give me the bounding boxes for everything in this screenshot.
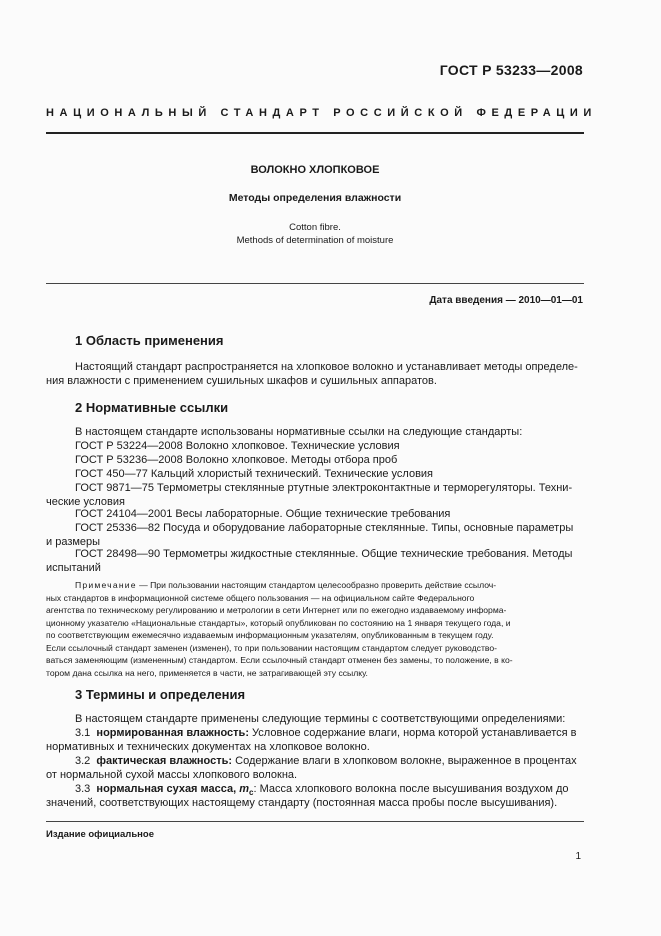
- document-subtitle: Методы определения влажности: [228, 192, 402, 204]
- term-3-3-line2: значений, соответствующих настоящему стандарту (постоянная масса пробы после высушивания).: [46, 797, 558, 809]
- term-symbol-subscript: c: [249, 788, 254, 798]
- note-label: Примечание: [75, 580, 137, 590]
- section1-text-line1: Настоящий стандарт распространяется на хлопковое волокно и устанавливает методы определе-: [75, 361, 578, 373]
- note-line: ционному указателю «Национальные стандарты», который опубликован по состоянию на 1 января текущего года, и: [46, 618, 511, 628]
- page-number: 1: [575, 851, 581, 862]
- reference-item: ГОСТ 450—77 Кальций хлористый технический. Технические условия: [75, 468, 434, 480]
- note-line: тором дана ссылка на него, применяется в части, не затрагивающей эту ссылку.: [46, 668, 368, 678]
- reference-item-continued: испытаний: [46, 562, 101, 574]
- term-symbol: m: [239, 783, 250, 795]
- note-line: [75, 579, 496, 592]
- term-3-1-line2: нормативных и технических документах на хлопковое волокно.: [46, 741, 370, 753]
- term-name: нормированная влажность:: [96, 727, 249, 739]
- note-line: по соответствующим ежемесячно издаваемым информационным указателям, опубликованным в текущем году.: [46, 630, 494, 640]
- section1-text-line2: ния влажности с применением сушильных шкафов и сушильных аппаратов.: [46, 375, 437, 387]
- national-standard-title: НАЦИОНАЛЬНЫЙ СТАНДАРТ РОССИЙСКОЙ ФЕДЕРАЦИИ: [46, 107, 597, 119]
- document-title: ВОЛОКНО ХЛОПКОВОЕ: [250, 164, 380, 176]
- section1-heading: 1 Область применения: [75, 333, 224, 348]
- term-definition: Содержание влаги в хлопковом волокне, выраженное в процентах: [232, 755, 577, 767]
- date-divider: [46, 283, 584, 284]
- reference-item: ГОСТ Р 53224—2008 Волокно хлопковое. Технические условия: [75, 440, 400, 452]
- term-number: 3.2: [75, 755, 91, 767]
- reference-item-continued: ческие условия: [46, 496, 125, 508]
- section2-heading: 2 Нормативные ссылки: [75, 400, 229, 415]
- footer-divider: [46, 821, 584, 822]
- term-3-2-line2: от нормальной сухой массы хлопкового волокна.: [46, 769, 298, 781]
- term-definition: : Масса хлопкового волокна после высушивания воздухом до: [253, 783, 569, 795]
- term-3-1-line1: [75, 726, 577, 740]
- introduction-date: Дата введения — 2010—01—01: [429, 295, 583, 306]
- gost-number: ГОСТ Р 53233—2008: [439, 62, 583, 78]
- reference-item: ГОСТ 24104—2001 Весы лабораторные. Общие технические требования: [75, 508, 451, 520]
- note-line: ных стандартов в информационной системе общего пользования — на официальном сайте Федерального: [46, 593, 475, 603]
- reference-item: ГОСТ Р 53236—2008 Волокно хлопковое. Методы отбора проб: [75, 454, 398, 466]
- note-line-text: — При пользовании настоящим стандартом целесообразно проверить действие ссылоч-: [136, 580, 497, 590]
- note-line: агентства по техническому регулированию и метрологии в сети Интернет или по ежегодно издаваемому информа-: [46, 605, 507, 615]
- english-title-line2: Methods of determination of moisture: [236, 235, 394, 246]
- section2-intro: В настоящем стандарте использованы нормативные ссылки на следующие стандарты:: [75, 426, 523, 438]
- term-number: 3.1: [75, 727, 91, 739]
- edition-label: Издание официальное: [46, 829, 154, 840]
- reference-item: ГОСТ 28498—90 Термометры жидкостные стеклянные. Общие технические требования. Методы: [75, 548, 573, 560]
- top-divider: [46, 132, 584, 134]
- reference-item-continued: и размеры: [46, 536, 101, 548]
- note-line: ваться заменяющим (измененным) стандартом. Если ссылочный стандарт отменен без замены, то положение, в ко-: [46, 655, 513, 665]
- english-title-line1: Cotton fibre.: [289, 222, 341, 233]
- term-definition: Условное содержание влаги, норма которой устанавливается в: [248, 727, 577, 739]
- section3-intro: В настоящем стандарте применены следующие термины с соответствующими определениями:: [75, 713, 566, 725]
- term-3-2-line1: [75, 754, 577, 768]
- section3-heading: 3 Термины и определения: [75, 687, 246, 702]
- reference-item: ГОСТ 9871—75 Термометры стеклянные ртутные электроконтактные и терморегуляторы. Техни-: [75, 482, 573, 494]
- reference-item: ГОСТ 25336—82 Посуда и оборудование лабораторные стеклянные. Типы, основные параметры: [75, 522, 574, 534]
- term-name: нормальная сухая масса,: [96, 783, 237, 795]
- term-number: 3.3: [75, 783, 91, 795]
- term-name: фактическая влажность:: [96, 755, 233, 767]
- note-line: Если ссылочный стандарт заменен (изменен), то при пользовании настоящим стандартом следует руководство-: [46, 643, 497, 653]
